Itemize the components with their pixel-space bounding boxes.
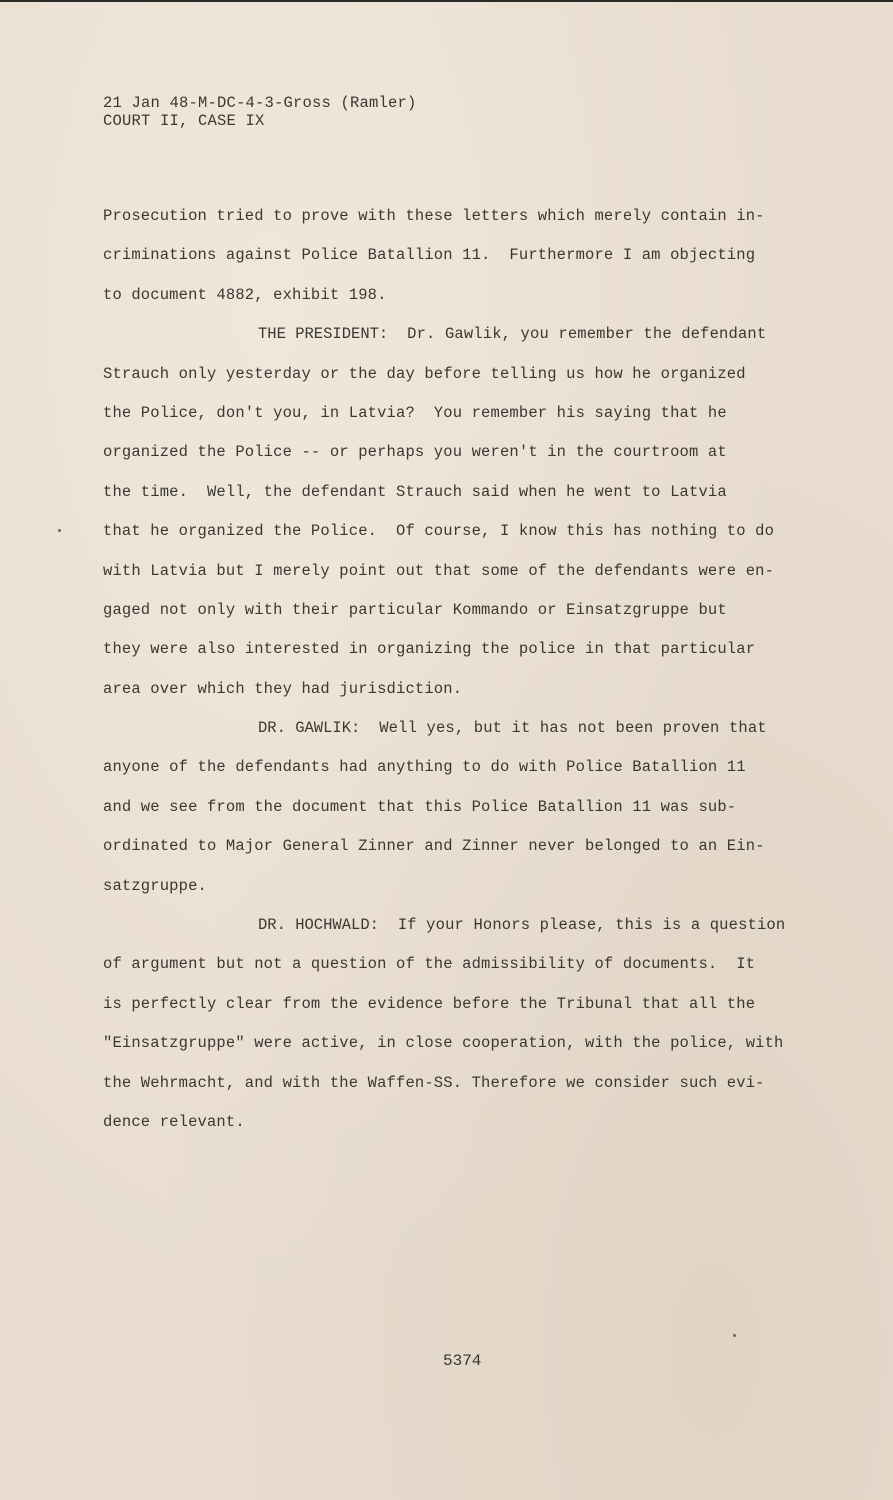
page-number: 5374 [443, 1352, 482, 1370]
speaker-line [103, 906, 803, 945]
transcript-line: criminations against Police Batallion 11. Furthermore I am objecting [103, 246, 756, 265]
transcript-line: to document 4882, exhibit 198. [103, 285, 387, 304]
header-court-line: COURT II, CASE IX [103, 112, 265, 130]
paper-speck [733, 1334, 736, 1337]
speaker-line [103, 315, 803, 354]
transcript-line: is perfectly clear from the evidence before the Tribunal that all the [103, 994, 756, 1013]
speaker-label-hochwald: DR. HOCHWALD: [258, 916, 379, 935]
transcript-line: the Wehrmacht, and with the Waffen-SS. Therefore we consider such evi- [103, 1073, 765, 1092]
transcript-line: anyone of the defendants had anything to do with Police Batallion 11 [103, 758, 746, 777]
transcript-line: organized the Police -- or perhaps you weren't in the courtroom at [103, 443, 727, 462]
document-header [103, 94, 417, 130]
transcript-line: gaged not only with their particular Kommando or Einsatzgruppe but [103, 600, 727, 619]
transcript-line: they were also interested in organizing the police in that particular [103, 640, 756, 659]
transcript-line: the Police, don't you, in Latvia? You remember his saying that he [103, 403, 727, 422]
speaker-first-line: If your Honors please, this is a question [397, 916, 786, 935]
transcript-line: and we see from the document that this Police Batallion 11 was sub- [103, 797, 737, 816]
transcript-line: that he organized the Police. Of course, I know this has nothing to do [103, 522, 775, 541]
transcript-line: satzgruppe. [103, 876, 207, 895]
speaker-first-line: Dr. Gawlik, you remember the defendant [407, 325, 767, 344]
transcript-line: of argument but not a question of the admissibility of documents. It [103, 955, 756, 974]
transcript-line: dence relevant. [103, 1112, 245, 1131]
speaker-label-president: THE PRESIDENT: [258, 325, 389, 344]
transcript-line: area over which they had jurisdiction. [103, 679, 463, 698]
header-reference-line: 21 Jan 48-M-DC-4-3-Gross (Ramler) [103, 94, 417, 112]
speaker-first-line: Well yes, but it has not been proven that [379, 719, 767, 738]
transcript-body [103, 197, 803, 1142]
transcript-line: Prosecution tried to prove with these letters which merely contain in- [103, 207, 765, 225]
speaker-label-gawlik: DR. GAWLIK: [258, 719, 361, 738]
speaker-line [103, 709, 803, 748]
transcript-line: Strauch only yesterday or the day before telling us how he organized [103, 364, 746, 383]
transcript-line: ordinated to Major General Zinner and Zinner never belonged to an Ein- [103, 837, 765, 856]
transcript-line: with Latvia but I merely point out that some of the defendants were en- [103, 561, 775, 580]
paper-speck [58, 529, 61, 532]
transcript-line: "Einsatzgruppe" were active, in close cooperation, with the police, with [103, 1034, 784, 1053]
transcript-line: the time. Well, the defendant Strauch said when he went to Latvia [103, 482, 727, 501]
